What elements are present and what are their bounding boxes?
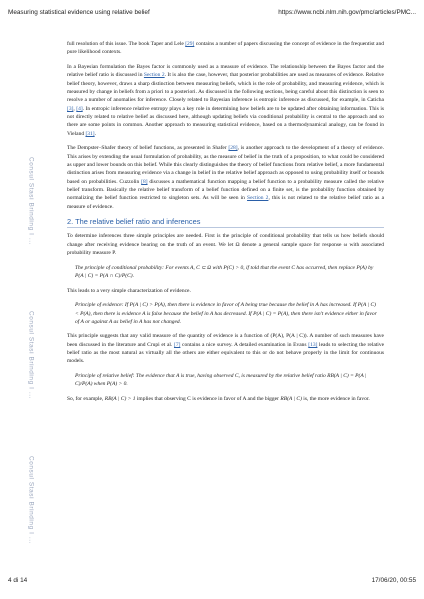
watermark: Consul Stasi Brinding I ... (27, 311, 35, 399)
article-body (67, 40, 384, 410)
paragraph: To determine inferences three simple principles are needed. First is the principle of conditional probability that tells us how beliefs should change after receiving evidence bearing on the truth of an event. We let Ω denote a general sample space for response ω with associated probability measure P. (67, 233, 384, 257)
paragraph: In a Bayesian formulation the Bayes factor is commonly used as a measure of evidence. The relationship between the Bayes factor and the relative belief ratio is discussed in Section 2. It is also the case, however, that posterior probabilities are used as measures of evidence. Relative belief theory, however, draws a sharp distinction between measuring beliefs, which is the role of probability, and measuring evidence, which is measured by change in beliefs from a priori to a posteriori. As discussed in the following sections, being careful about this distinction is seen to resolve a number of anomalies for inference. Closely related to Bayesian inference is entropic inference as discussed, for example, in Caticha [3], [4]. In entropic inference relative entropy plays a key role in determining how beliefs are to be updated after obtaining information. This is not directly related to relative belief as discussed here, although updating beliefs via conditional probability is central to the approach and so there are some points in common. Another approach to measuring statistical evidence, based on a thermodynamical analogy, can be found in Vieland [31]. (67, 64, 384, 137)
section-link[interactable]: Section 2 (247, 195, 269, 202)
citation-link[interactable]: [28] (228, 145, 238, 152)
citation-link[interactable]: [13] (308, 341, 318, 348)
page-url: https://www.ncbi.nlm.nih.gov/pmc/articles/PMC... (278, 9, 416, 16)
citation-link[interactable]: [4] (76, 105, 83, 112)
watermark: Consul Stasi Brinding I ... (27, 157, 35, 245)
principle-quote: Principle of relative belief: The evidence that A is true, having observed C, is measured by the relative belief ratio RB(A | C) = P(A | C)/P(A) when P(A) > 0. (75, 373, 367, 388)
citation-link[interactable]: [29] (185, 41, 195, 47)
paragraph: This principle suggests that any valid measure of the quantity of evidence is a function of (P(A), P(A | C)). A number of such measures have been discussed in the literature and Crupi et al. [7] contains a nice survey. A detailed examination in Evans [13] leads to selecting the relative belief ratio as the most natural as virtually all the others are either equivalent to this or do not behave properly in the limit for continuous models. (67, 333, 385, 365)
paragraph: The Dempster–Shafer theory of belief functions, as presented in Shafer [28], is another approach to the development of a theory of evidence. This arises by extending the usual formulation of probability, as the measure of belief in the truth of a proposition, to what could be considered as upper and lower bounds on this belief. While this clearly distinguishes the theory of belief functions from relative belief, a more fundamental distinction arises from measuring evidence via a change in belief in the relative belief approach as opposed to using probability itself or bounds based on probabilities. Cuzzolin [8] discusses a mathematical function mapping a belief function to a probability measure called the relative belief transform. Basically the relative belief transform of a belief function defined on a finite set, is the probability function obtained by normalizing the belief function restricted to singleton sets. As will be seen in Section 2, this is not related to the relative belief ratio as a measure of evidence. (67, 145, 385, 210)
citation-link[interactable]: [31] (85, 130, 95, 137)
page-title: Measuring statistical evidence using relative belief (8, 9, 150, 16)
citation-link[interactable]: [7] (173, 341, 181, 348)
paragraph: This leads to a very simple characterization of evidence. (67, 287, 191, 294)
paragraph: So, for example, RB(A | C) > 1 implies that observing C is evidence in favor of A and the bigger RB(A | C) is, the more evidence in favor. (67, 395, 370, 402)
principle-quote: Principle of evidence: If P(A | C) > P(A), then there is evidence in favor of A being true because the belief in A has increased. If P(A | C) < P(A), then there is evidence A is false because the belief in A has decreased. If P(A | C) = P(A), then there isn't evidence either in favor of A or against A as belief in A has not changed. (75, 302, 377, 325)
browser-print-header (8, 9, 416, 19)
watermark: Consul Stasi Brinding I ... (27, 456, 35, 544)
paragraph: full resolution of this issue. The book Taper and Lele [29] contains a number of papers discussing the concept of evidence in the frequentist and pure likelihood contexts. (67, 41, 384, 56)
page-counter: 4 di 14 (8, 577, 28, 584)
section-heading: 2. The relative belief ratio and inferences (67, 217, 384, 228)
citation-link[interactable]: [8] (141, 178, 148, 185)
browser-print-footer (8, 577, 416, 587)
print-timestamp: 17/06/20, 00:55 (371, 577, 416, 584)
citation-link[interactable]: [3] (67, 105, 74, 112)
section-link[interactable]: Section 2 (143, 72, 165, 79)
principle-quote: The principle of conditional probability: For events A, C ⊂ Ω with P(C) > 0, if told that the event C has occurred, then replace P(A) by P(A | C) = P(A ∩ C)/P(C). (75, 264, 374, 280)
